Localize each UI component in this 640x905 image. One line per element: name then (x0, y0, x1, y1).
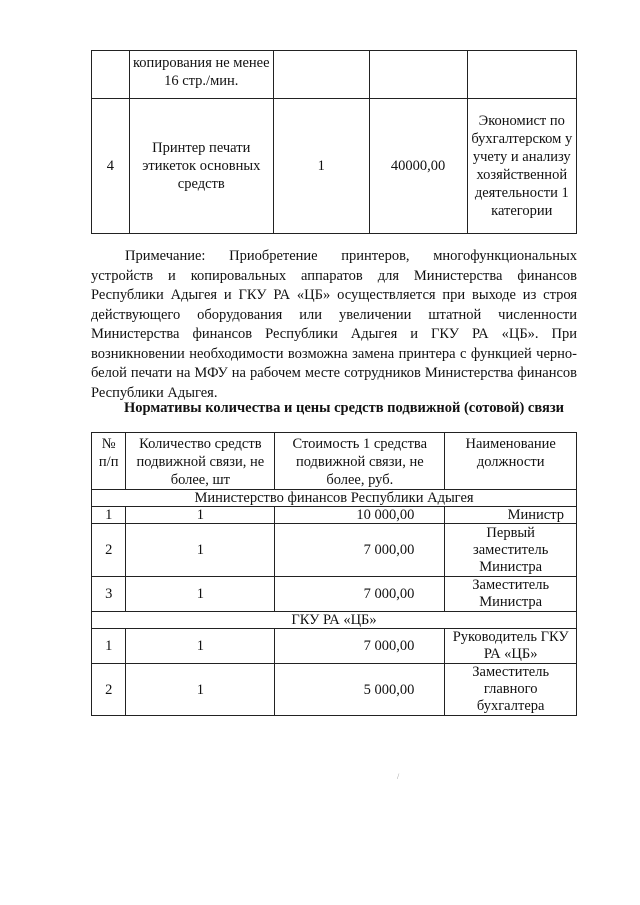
table-row (92, 577, 577, 612)
cell-num: 2 (92, 664, 126, 716)
cell-position: Заместитель Министра (445, 577, 577, 612)
cell-num (92, 51, 130, 99)
cell-price: 40000,00 (369, 99, 467, 234)
cell-qty (273, 51, 369, 99)
cell-num: 3 (92, 577, 126, 612)
cell-num: 1 (92, 507, 126, 524)
table-row (92, 51, 577, 99)
cell-position: Министр (445, 507, 577, 524)
cell-position (467, 51, 576, 99)
cell-name: копирования не менее 16 стр./мин. (129, 51, 273, 99)
note-paragraph: Примечание: Приобретение принтеров, многофункциональных устройств и копировальных аппаратов для Министерства финансов Республики Адыгея и ГКУ РА «ЦБ» осуществляется при выходе из строя действующего оборудования или увеличении штатной численности Министерства финансов Республики Адыгея и ГКУ РА «ЦБ». При возникновении необходимости возможна замена принтера с функцией черно-белой печати на МФУ на рабочем месте сотрудников Министерства финансов Республики Адыгея. (91, 248, 577, 401)
cell-qty: 1 (126, 664, 275, 716)
cell-position: Руководитель ГКУ РА «ЦБ» (445, 629, 577, 664)
table-row (92, 99, 577, 234)
group-label: Министерство финансов Республики Адыгея (92, 490, 577, 507)
table-header-row (92, 433, 577, 490)
cell-cost: 7 000,00 (275, 524, 445, 577)
mobile-communication-norms-table (91, 432, 577, 716)
scan-speck: / (397, 772, 400, 781)
table-row (92, 664, 577, 716)
cell-num: 1 (92, 629, 126, 664)
table-row (92, 507, 577, 524)
cell-position: Первый заместитель Министра (445, 524, 577, 577)
header-position: Наименование должности (445, 433, 577, 490)
header-cost: Стоимость 1 средства подвижной связи, не более, руб. (275, 433, 445, 490)
cell-cost: 7 000,00 (275, 629, 445, 664)
group-label: ГКУ РА «ЦБ» (92, 612, 577, 629)
cell-qty: 1 (126, 524, 275, 577)
cell-cost: 5 000,00 (275, 664, 445, 716)
group-row-ministry (92, 490, 577, 507)
printers-table-continuation (91, 50, 577, 234)
cell-position: Экономист по бухгалтерском у учету и анализу хозяйственной деятельности 1 категории (467, 99, 576, 234)
cell-cost: 7 000,00 (275, 577, 445, 612)
cell-qty: 1 (126, 629, 275, 664)
cell-position: Заместитель главного бухгалтера (445, 664, 577, 716)
header-num: № п/п (92, 433, 126, 490)
table-row (92, 524, 577, 577)
table-row (92, 629, 577, 664)
cell-num: 2 (92, 524, 126, 577)
group-row-cb (92, 612, 577, 629)
cell-num: 4 (92, 99, 130, 234)
section-title: Нормативы количества и цены средств подвижной (сотовой) связи (123, 400, 565, 416)
cell-cost: 10 000,00 (275, 507, 445, 524)
cell-qty: 1 (126, 577, 275, 612)
cell-price (369, 51, 467, 99)
cell-qty: 1 (273, 99, 369, 234)
cell-qty: 1 (126, 507, 275, 524)
cell-name: Принтер печати этикеток основных средств (129, 99, 273, 234)
header-qty: Количество средств подвижной связи, не более, шт (126, 433, 275, 490)
